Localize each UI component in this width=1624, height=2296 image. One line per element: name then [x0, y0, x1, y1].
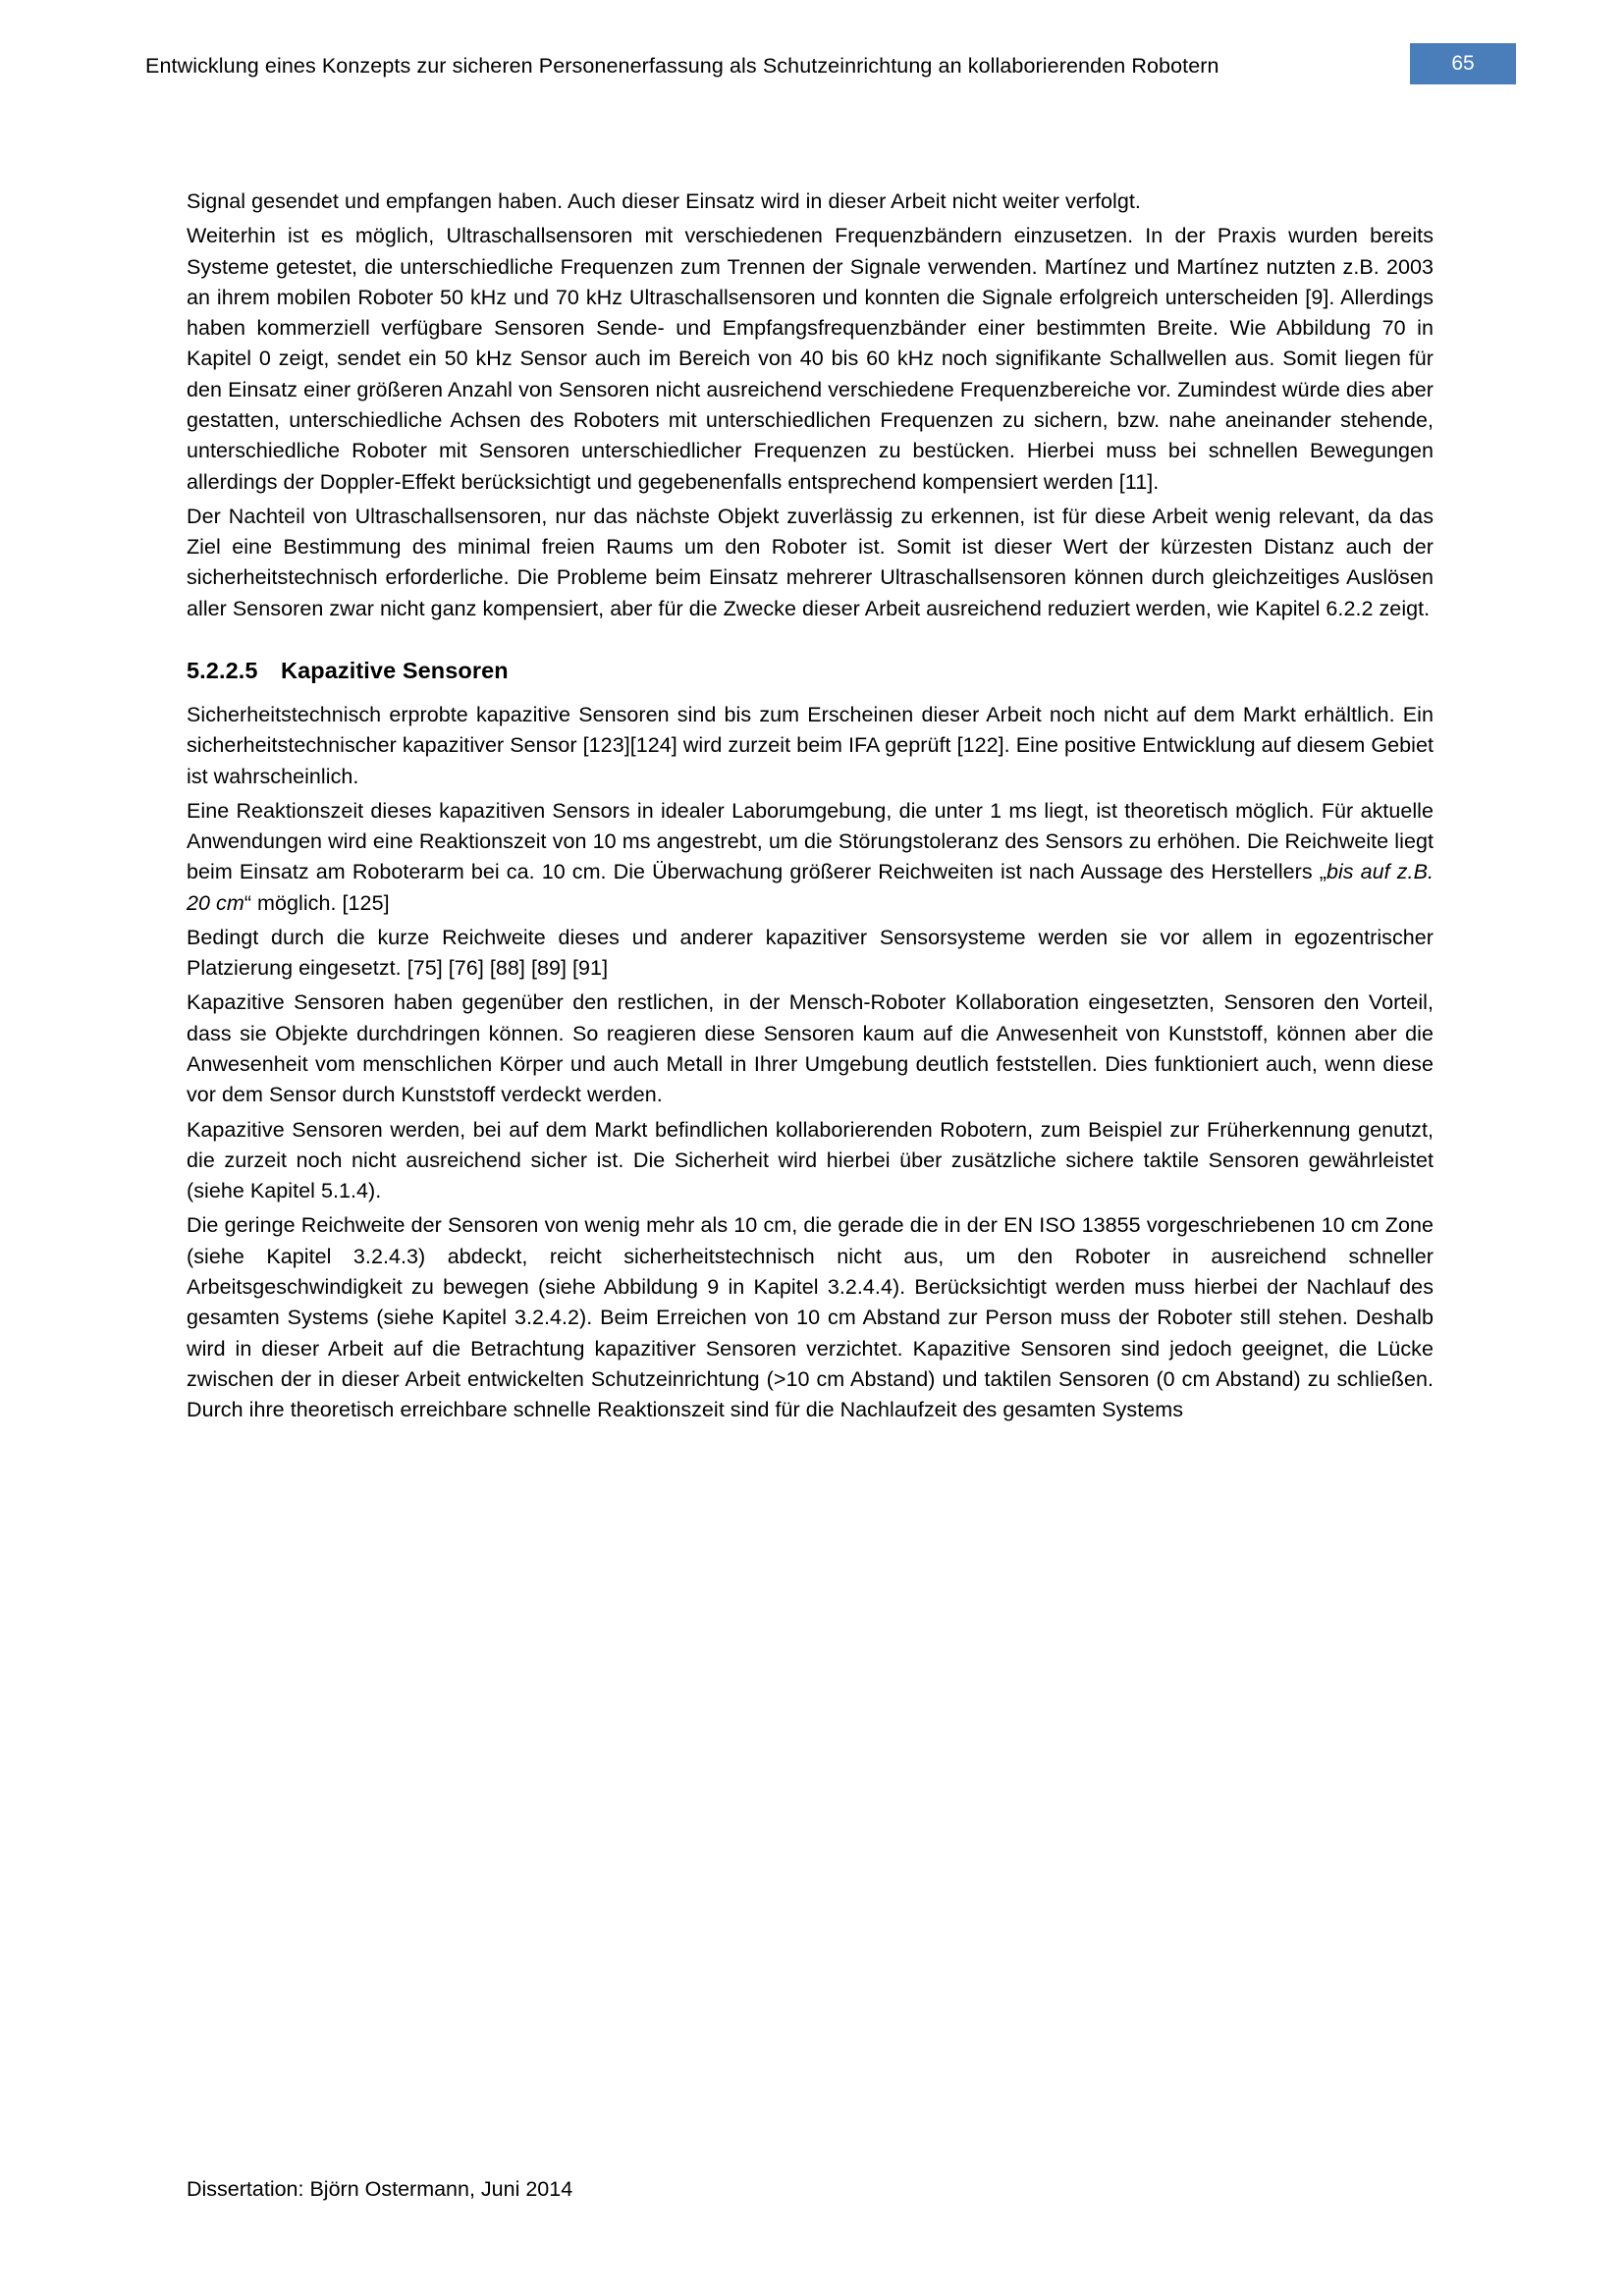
paragraph: Die geringe Reichweite der Sensoren von wenig mehr als 10 cm, die gerade die in der EN ISO 13855 vorgeschriebenen 10 cm Zone (siehe Kapitel 3.2.4.3) abdeckt, reicht sicherheitstechnisch nicht aus, um den Roboter in ausreichend schneller Arbeitsgeschwindigkeit zu bewegen (siehe Abbildung 9 in Kapitel 3.2.4.4). Berücksichtigt werden muss hierbei der Nachlauf des gesamten Systems (siehe Kapitel 3.2.4.2). Beim Erreichen von 10 cm Abstand zur Person muss der Roboter still stehen. Deshalb wird in dieser Arbeit auf die Betrachtung kapazitiver Sensoren verzichtet. Kapazitive Sensoren sind jedoch geeignet, die Lücke zwischen der in dieser Arbeit entwickelten Schutzeinrichtung (>10 cm Abstand) und taktilen Sensoren (0 cm Abstand) zu schließen. Durch ihre theoretisch erreichbare schnelle Reaktionszeit sind für die Nachlaufzeit des gesamten Systems	[187, 1213, 1434, 1422]
paragraph: Sicherheitstechnisch erprobte kapazitive Sensoren sind bis zum Erscheinen dieser Arbeit noch nicht auf dem Markt erhältlich. Ein sicherheitstechnischer kapazitiver Sensor [123][124] wird zurzeit beim IFA geprüft [122]. Eine positive Entwicklung auf diesem Gebiet ist wahrscheinlich.	[187, 702, 1434, 788]
quoted-italic-text: bis auf z.B. 20 cm	[187, 860, 1434, 915]
page-number-badge: 65	[1410, 43, 1516, 84]
page-header	[145, 51, 1516, 84]
paragraph-with-quote	[187, 796, 1434, 919]
page-content	[187, 187, 1434, 1429]
quote-before-text: Eine Reaktionszeit dieses kapazitiven Sensors in idealer Laborumgebung, die unter 1 ms liegt, ist theoretisch möglich. Für aktuelle Anwendungen wird eine Reaktionszeit von 10 ms angestrebt, um die Störungstoleranz des Sensors zu erhöhen. Die Reichweite liegt beim Einsatz am Roboterarm bei ca. 10 cm. Die Überwachung größerer Reichweiten ist nach Aussage des Herstellers „	[187, 798, 1434, 884]
section-heading	[187, 658, 1434, 684]
header-title: Entwicklung eines Konzepts zur sicheren Personenerfassung als Schutzeinrichtung an kollaborierenden Robotern	[145, 54, 1219, 78]
paragraph: Weiterhin ist es möglich, Ultraschallsensoren mit verschiedenen Frequenzbändern einzusetzen. In der Praxis wurden bereits Systeme getestet, die unterschiedliche Frequenzen zum Trennen der Signale verwenden. Martínez und Martínez nutzten z.B. 2003 an ihrem mobilen Roboter 50 kHz und 70 kHz Ultraschallsensoren und konnten die Signale erfolgreich unterscheiden [9]. Allerdings haben kommerziell verfügbare Sensoren Sende- und Empfangsfrequenzbänder einer bestimmten Breite. Wie Abbildung 70 in Kapitel 0 zeigt, sendet ein 50 kHz Sensor auch im Bereich von 40 bis 60 kHz noch signifikante Schallwellen aus. Somit liegen für den Einsatz einer größeren Anzahl von Sensoren nicht ausreichend verschiedene Frequenzbereiche vor. Zumindest würde dies aber gestatten, unterschiedliche Achsen des Roboters mit unterschiedlichen Frequenzen zu sichern, bzw. nahe aneinander stehende, unterschiedliche Roboter mit Sensoren unterschiedlicher Frequenzen zu bestücken. Hierbei muss bei schnellen Bewegungen allerdings der Doppler-Effekt berücksichtigt und gegebenenfalls entsprechend kompensiert werden [11].	[187, 224, 1434, 494]
section-number: 5.2.2.5	[187, 657, 258, 683]
page-footer: Dissertation: Björn Ostermann, Juni 2014	[187, 2177, 573, 2201]
paragraph: Bedingt durch die kurze Reichweite dieses und anderer kapazitiver Sensorsysteme werden sie vor allem in egozentrischer Platzierung eingesetzt. [75] [76] [88] [89] [91]	[187, 925, 1434, 981]
paragraph: Der Nachteil von Ultraschallsensoren, nur das nächste Objekt zuverlässig zu erkennen, ist für diese Arbeit wenig relevant, da das Ziel eine Bestimmung des minimal freien Raums um den Roboter ist. Somit ist dieser Wert der kürzesten Distanz auch der sicherheitstechnisch erforderliche. Die Probleme beim Einsatz mehrerer Ultraschallsensoren können durch gleichzeitiges Auslösen aller Sensoren zwar nicht ganz kompensiert, aber für die Zwecke dieser Arbeit ausreichend reduziert werden, wie Kapitel 6.2.2 zeigt.	[187, 504, 1434, 620]
paragraph: Kapazitive Sensoren haben gegenüber den restlichen, in der Mensch-Roboter Kollaboration eingesetzten, Sensoren den Vorteil, dass sie Objekte durchdringen können. So reagieren diese Sensoren kaum auf die Anwesenheit von Kunststoff, können aber die Anwesenheit vom menschlichen Körper und auch Metall in Ihrer Umgebung deutlich feststellen. Dies funktioniert auch, wenn diese vor dem Sensor durch Kunststoff verdeckt werden.	[187, 990, 1434, 1107]
quote-after-text: “ möglich. [125]	[244, 890, 390, 915]
section-title: Kapazitive Sensoren	[281, 657, 509, 683]
paragraph: Kapazitive Sensoren werden, bei auf dem Markt befindlichen kollaborierenden Robotern, zum Beispiel zur Früherkennung genutzt, die zurzeit noch nicht ausreichend sicher ist. Die Sicherheit wird hierbei über zusätzliche sichere taktile Sensoren gewährleistet (siehe Kapitel 5.1.4).	[187, 1117, 1434, 1203]
paragraph: Signal gesendet und empfangen haben. Auch dieser Einsatz wird in dieser Arbeit nicht weiter verfolgt.	[187, 189, 1141, 213]
